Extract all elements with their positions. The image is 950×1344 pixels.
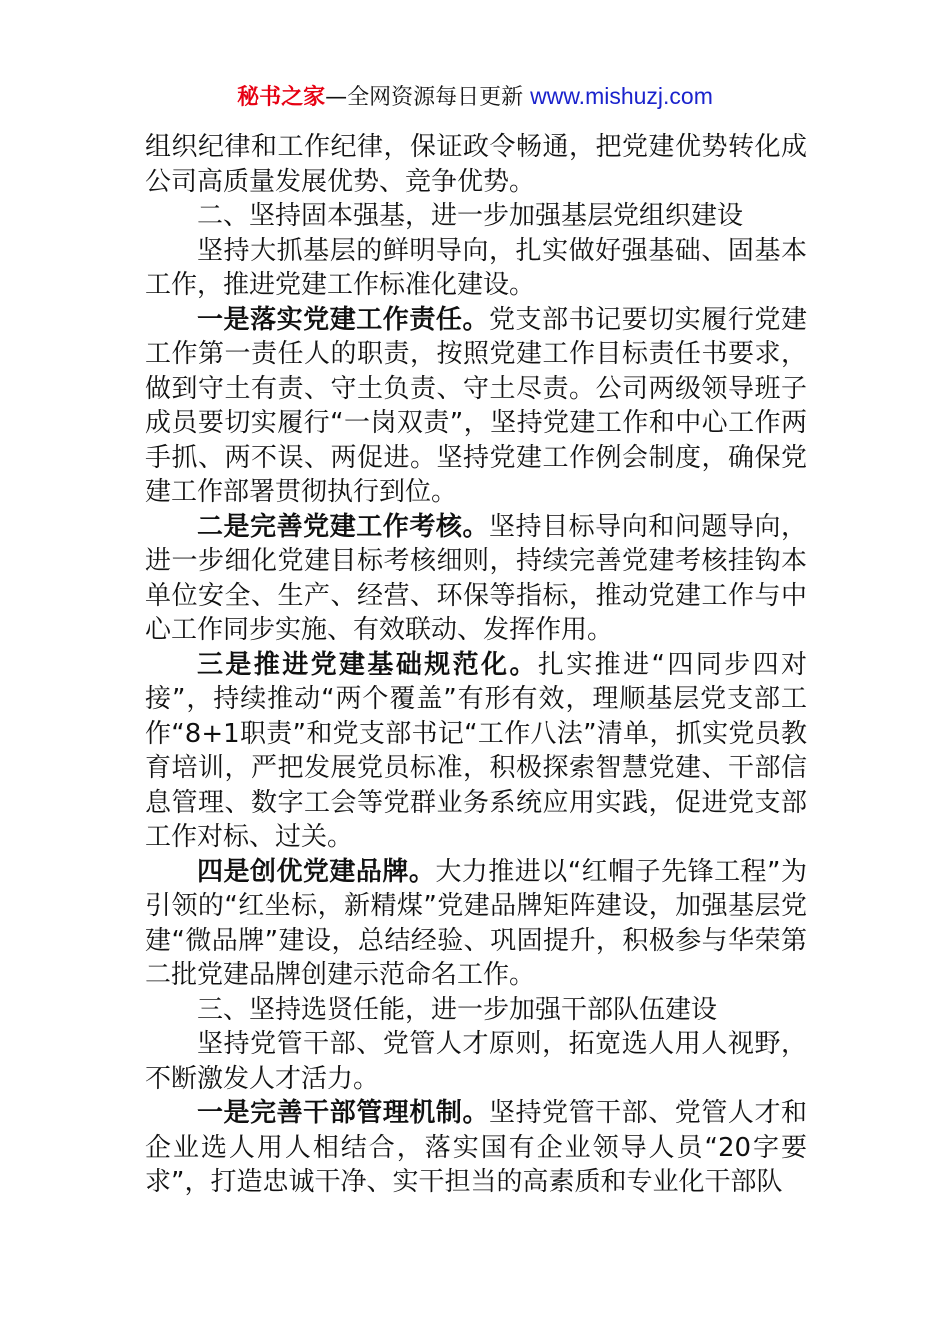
- paragraph-lead: 四是创优党建品牌。: [197, 856, 436, 887]
- heading-text: 二、坚持固本强基，进一步加强基层党组织建设: [197, 201, 744, 231]
- paragraph-10: [145, 1096, 807, 1200]
- paragraph-9: [145, 1027, 807, 1096]
- page-header: [0, 80, 950, 114]
- paragraph-lead: 二是完善党建工作考核。: [197, 511, 489, 542]
- section-heading-2: [145, 199, 807, 234]
- paragraph-3: [145, 234, 807, 303]
- heading-text: 三、坚持选贤任能，进一步加强干部队伍建设: [197, 994, 718, 1025]
- section-heading-8: [145, 993, 807, 1028]
- paragraph-6: [145, 648, 807, 855]
- site-tagline: —全网资源每日更新: [325, 85, 531, 110]
- paragraph-5: [145, 510, 807, 648]
- paragraph-text: 坚持大抓基层的鲜明导向，扎实做好强基础、固基本工作，推进党建工作标准化建设。: [145, 235, 807, 300]
- paragraph-lead: 一是完善干部管理机制。: [197, 1098, 489, 1128]
- paragraph-lead: 一是落实党建工作责任。: [197, 304, 489, 335]
- paragraph-text: 坚持党管干部、党管人才原则，拓宽选人用人视野，不断激发人才活力。: [145, 1029, 807, 1094]
- site-url-link[interactable]: www.mishuzj.com: [530, 83, 713, 109]
- paragraph-text: 党支部书记要切实履行党建工作第一责任人的职责，按照党建工作目标责任书要求，做到守土有责、守土负责、守土尽责。公司两级领导班子成员要切实履行“一岗双责”，坚持党建工作和中心工作两手抓、两不误、两促进。坚持党建工作例会制度，确保党建工作部署贯彻执行到位。: [145, 304, 807, 507]
- site-brand: 秘书之家: [237, 85, 326, 110]
- paragraph-lead: 三是推进党建基础规范化。: [197, 649, 538, 680]
- paragraph-text: 坚持党管干部、党管人才和企业选人用人相结合，落实国有企业领导人员“20字要求”，打造忠诚干净、实干担当的高素质和专业化干部队: [145, 1098, 807, 1197]
- paragraph-1: [145, 130, 807, 199]
- paragraph-text: 大力推进以“红帽子先锋工程”为引领的“红坐标，新精煤”党建品牌矩阵建设，加强基层党建“微品牌”建设，总结经验、巩固提升，积极参与华荣第二批党建品牌创建示范命名工作。: [145, 856, 807, 990]
- paragraph-text: 坚持目标导向和问题导向，进一步细化党建目标考核细则，持续完善党建考核挂钩本单位安全、生产、经营、环保等指标，推动党建工作与中心工作同步实施、有效联动、发挥作用。: [145, 511, 807, 645]
- paragraph-4: [145, 303, 807, 510]
- paragraph-7: [145, 855, 807, 993]
- document-body: [145, 130, 807, 1200]
- paragraph-text: 组织纪律和工作纪律，保证政令畅通，把党建优势转化成公司高质量发展优势、竞争优势。: [145, 132, 807, 197]
- paragraph-text: 扎实推进“四同步四对接”，持续推动“两个覆盖”有形有效，理顺基层党支部工作“8+1职责”和党支部书记“工作八法”清单，抓实党员教育培训，严把发展党员标准，积极探索智慧党建、干部信息管理、数字工会等党群业务系统应用实践，促进党支部工作对标、过关。: [145, 649, 807, 852]
